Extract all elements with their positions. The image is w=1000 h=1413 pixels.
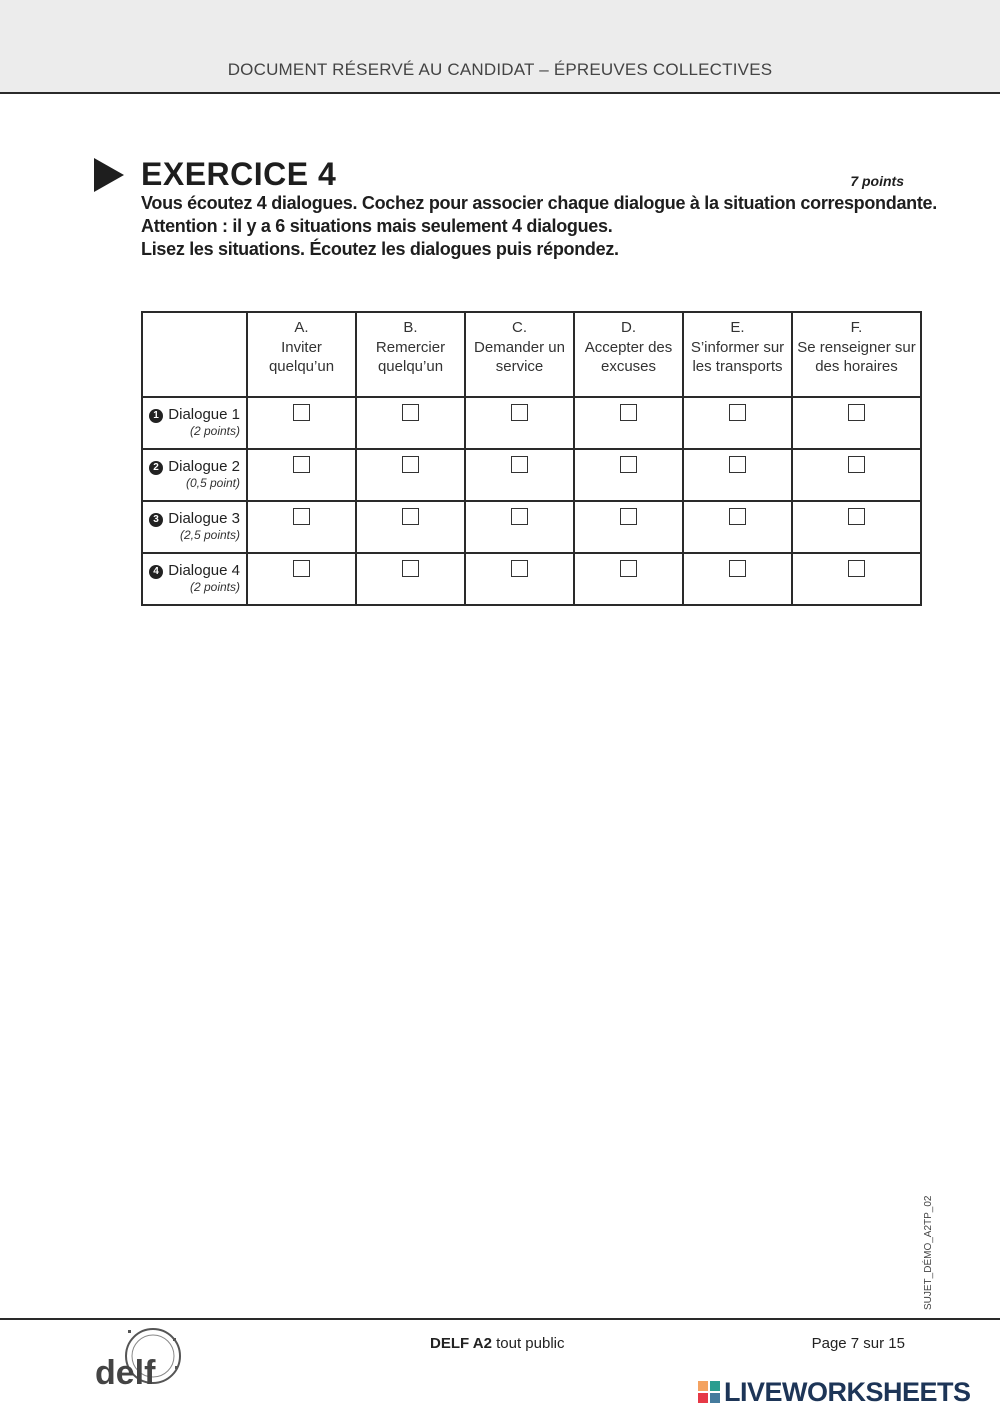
header-text: DOCUMENT RÉSERVÉ AU CANDIDAT – ÉPREUVES COLLECTIVES [227,60,773,79]
liveworksheets-grid-icon [698,1381,720,1403]
checkbox-3a[interactable] [293,508,310,525]
liveworksheets-text: LIVEWORKSHEETS [724,1377,971,1407]
cell-4e [683,553,792,605]
checkbox-2e[interactable] [729,456,746,473]
checkbox-4c[interactable] [511,560,528,577]
cell-3f [792,501,921,553]
column-label-line2: excuses [600,358,657,375]
table-row [142,397,921,449]
cell-2f [792,449,921,501]
cell-2a [247,449,356,501]
cell-2c [465,449,574,501]
checkbox-4f[interactable] [848,560,865,577]
cell-1e [683,397,792,449]
instruction-line-2: Attention : il y a 6 situations mais seulement 4 dialogues. [141,216,613,236]
number-badge-icon: 3 [149,513,163,527]
cell-2b [356,449,465,501]
number-badge-icon: 4 [149,565,163,579]
row-label-dialogue-4 [142,553,247,605]
cell-3b [356,501,465,553]
column-header-d [574,312,683,397]
cell-1b [356,397,465,449]
exercise-points: 7 points [850,173,904,189]
cell-4a [247,553,356,605]
cell-4c [465,553,574,605]
dialogue-label: Dialogue 1 [168,406,240,423]
column-label-line2: les transports [692,358,783,375]
checkbox-1d[interactable] [620,404,637,421]
checkbox-2f[interactable] [848,456,865,473]
checkbox-1f[interactable] [848,404,865,421]
cell-3a [247,501,356,553]
cell-1d [574,397,683,449]
delf-logo [95,1326,185,1392]
checkbox-3e[interactable] [729,508,746,525]
checkbox-4b[interactable] [402,560,419,577]
cell-1c [465,397,574,449]
checkbox-1e[interactable] [729,404,746,421]
cell-1a [247,397,356,449]
dialogue-points: (2 points) [189,580,240,594]
header-empty-cell [142,312,247,397]
footer-exam-rest: tout public [491,1335,565,1352]
document-code-text: SUJET_DÉMO_A2TP_02 [923,1195,934,1310]
checkbox-1b[interactable] [402,404,419,421]
column-header-e [683,312,792,397]
dialogue-label: Dialogue 4 [168,562,240,579]
checkbox-1c[interactable] [511,404,528,421]
column-label-line2: quelqu’un [268,358,335,375]
table-row [142,553,921,605]
column-letter: B. [403,319,418,336]
cell-1f [792,397,921,449]
instructions [141,192,937,261]
column-label-line1: Inviter [281,338,322,356]
cell-4d [574,553,683,605]
table-header-row [142,312,921,397]
instruction-line-1: Vous écoutez 4 dialogues. Cochez pour associer chaque dialogue à la situation correspondante. [141,193,937,213]
column-label-line2: service [495,358,544,375]
checkbox-4d[interactable] [620,560,637,577]
dialogue-points: (0,5 point) [185,476,240,490]
column-label-line1: Demander un [474,338,565,356]
checkbox-3c[interactable] [511,508,528,525]
cell-4b [356,553,465,605]
play-arrow-icon [94,158,124,192]
checkbox-1a[interactable] [293,404,310,421]
liveworksheets-logo [698,1377,994,1409]
matching-table [141,311,922,606]
column-label-line2: des horaires [815,358,898,375]
cell-3c [465,501,574,553]
footer-exam-name [430,1335,565,1352]
row-label-dialogue-2 [142,449,247,501]
cell-3e [683,501,792,553]
cell-4f [792,553,921,605]
footer-exam-bold: DELF A2 [430,1335,492,1352]
column-label-line1: Se renseigner sur [797,338,916,356]
footer-page-number: Page 7 sur 15 [811,1335,905,1352]
cell-3d [574,501,683,553]
table-row [142,501,921,553]
column-header-b [356,312,465,397]
exercise-title: EXERCICE 4 [141,156,337,192]
footer-divider [0,1318,1000,1320]
checkbox-2a[interactable] [293,456,310,473]
instruction-line-3: Lisez les situations. Écoutez les dialogues puis répondez. [141,239,619,259]
column-header-f [792,312,921,397]
number-badge-icon: 2 [149,461,163,475]
checkbox-2c[interactable] [511,456,528,473]
cell-2e [683,449,792,501]
column-letter: C. [512,319,527,336]
column-label-line1: Accepter des [584,338,673,356]
dialogue-label: Dialogue 3 [168,510,240,527]
header-band [0,0,1000,94]
checkbox-3f[interactable] [848,508,865,525]
dialogue-label: Dialogue 2 [168,458,240,475]
column-header-a [247,312,356,397]
table-row [142,449,921,501]
checkbox-2d[interactable] [620,456,637,473]
column-letter: F. [850,319,863,336]
checkbox-4e[interactable] [729,560,746,577]
dialogue-points: (2 points) [189,424,240,438]
delf-logo-text: delf [95,1354,156,1392]
checkbox-4a[interactable] [293,560,310,577]
column-letter: E. [730,319,745,336]
row-label-dialogue-1 [142,397,247,449]
checkbox-3d[interactable] [620,508,637,525]
column-label-line1: Remercier [375,338,446,356]
column-letter: A. [294,319,309,336]
column-header-c [465,312,574,397]
cell-2d [574,449,683,501]
row-label-dialogue-3 [142,501,247,553]
checkbox-3b[interactable] [402,508,419,525]
column-label-line2: quelqu’un [377,358,444,375]
dialogue-points: (2,5 points) [179,528,240,542]
column-letter: D. [621,319,636,336]
document-code [921,1190,935,1310]
number-badge-icon: 1 [149,409,163,423]
column-label-line1: S’informer sur [690,338,785,356]
checkbox-2b[interactable] [402,456,419,473]
